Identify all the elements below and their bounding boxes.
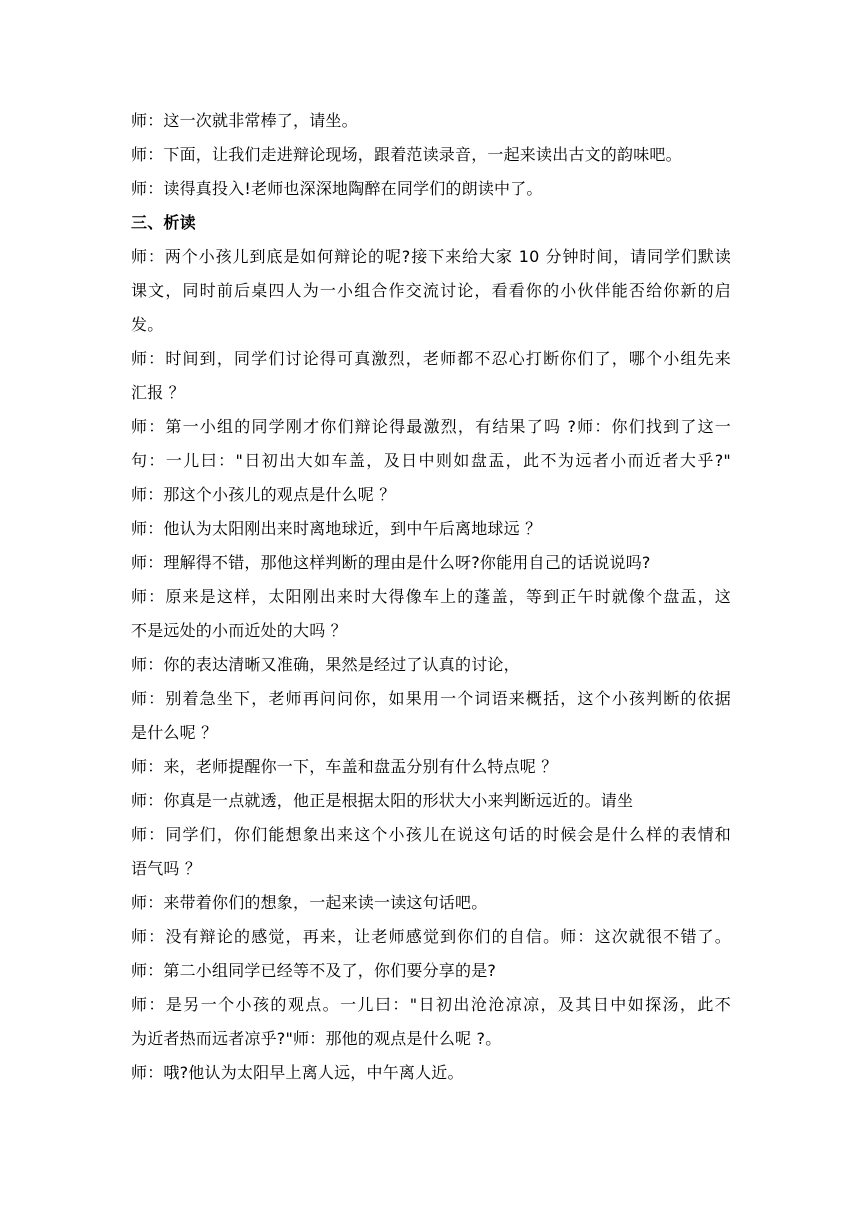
text-line: 是什么呢 ？	[131, 723, 218, 742]
text-line: 师：时间到，同学们讨论得可真激烈，老师都不忍心打断你们了，哪个小组先来	[131, 349, 731, 368]
text-line: 师：两个小孩儿到底是如何辩论的呢?接下来给大家 10 分钟时间，请同学们默读	[131, 247, 731, 266]
text-line: 发。	[131, 315, 164, 334]
text-line: 师：第一小组的同学刚才你们辩论得最激烈，有结果了吗 ?师：你们找到了这一	[131, 417, 731, 436]
text-line: 师：来带着你们的想象，一起来读一读这句话吧。	[131, 893, 488, 912]
text-line: 师：理解得不错，那他这样判断的理由是什么呀?你能用自己的话说说吗?	[131, 553, 651, 572]
text-line: 师：那这个小孩儿的观点是什么呢 ？	[131, 485, 396, 504]
text-line: 师：他认为太阳刚出来时离地球近，到中午后离地球远 ？	[131, 519, 542, 538]
text-line: 师：读得真投入!老师也深深地陶醉在同学们的朗读中了。	[131, 179, 543, 198]
text-line: 师：来，老师提醒你一下，车盖和盘盂分别有什么特点呢 ？	[131, 757, 558, 776]
text-line: 语气吗 ？	[131, 859, 202, 878]
section-heading: 三、析读	[131, 213, 196, 232]
text-line: 师：第二小组同学已经等不及了，你们要分享的是?	[131, 961, 497, 980]
text-line: 师：同学们，你们能想象出来这个小孩儿在说这句话的时候会是什么样的表情和	[131, 825, 731, 844]
text-line: 师：哦?他认为太阳早上离人远，中午离人近。	[131, 1063, 464, 1082]
text-line: 为近者热而远者凉乎?"师：那他的观点是什么呢 ?。	[131, 1029, 502, 1048]
text-line: 课文，同时前后桌四人为一小组合作交流讨论，看看你的小伙伴能否给你新的启	[131, 281, 731, 300]
text-line: 师：下面，让我们走进辩论现场，跟着范读录音，一起来读出古文的韵味吧。	[131, 145, 682, 164]
text-line: 师：别着急坐下，老师再问问你，如果用一个词语来概括，这个小孩判断的依据	[131, 689, 731, 708]
text-line: 师：这一次就非常棒了，请坐。	[131, 111, 358, 130]
text-line: 师：你真是一点就透，他正是根据太阳的形状大小来判断远近的。请坐	[131, 791, 634, 810]
text-line: 师：没有辩论的感觉，再来，让老师感觉到你们的自信。师：这次就很不错了。	[131, 927, 731, 946]
document-body	[131, 104, 731, 1090]
text-line: 师：是另一个小孩的观点。一儿曰："日初出沧沧凉凉，及其日中如探汤，此不	[131, 995, 731, 1014]
text-line: 不是远处的小而近处的大吗 ？	[131, 621, 347, 640]
text-line: 汇报 ？	[131, 383, 185, 402]
text-line: 句：一儿曰："日初出大如车盖，及日中则如盘盂，此不为远者小而近者大乎?"	[131, 451, 731, 470]
text-line: 师：你的表达清晰又准确，果然是经过了认真的讨论，	[131, 655, 520, 674]
text-line: 师：原来是这样，太阳刚出来时大得像车上的蓬盖，等到正午时就像个盘盂，这	[131, 587, 731, 606]
